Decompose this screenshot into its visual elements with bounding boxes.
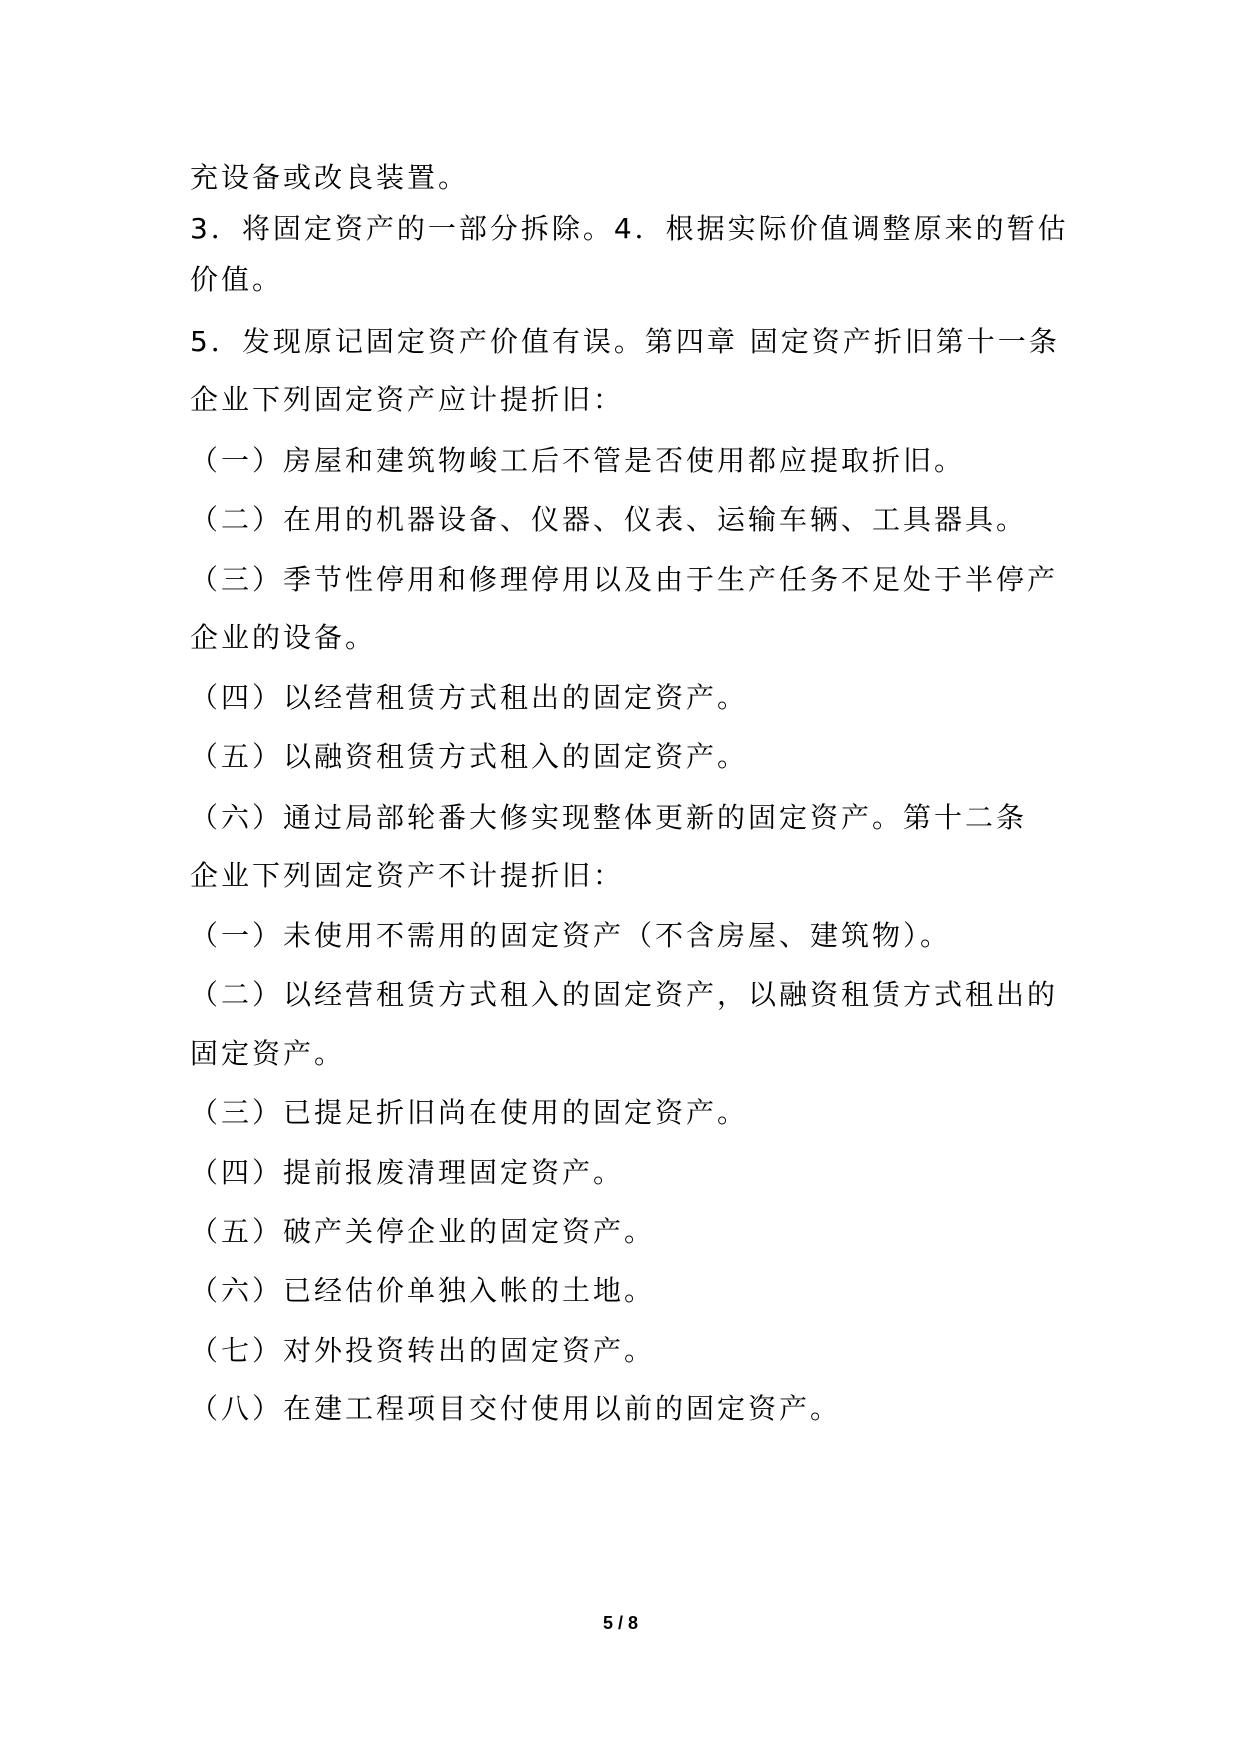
list-item: （五）以融资租赁方式租入的固定资产。 — [190, 740, 749, 773]
text-line: 5．发现原记固定资产价值有误。第四章 固定资产折旧第十一条 — [190, 325, 1060, 358]
list-item: （五）破产关停企业的固定资产。 — [190, 1215, 656, 1248]
list-item: （六）已经估价单独入帐的土地。 — [190, 1274, 656, 1307]
list-item: （二）以经营租赁方式租入的固定资产，以融资租赁方式租出的 — [190, 978, 1059, 1011]
text-line: 固定资产。 — [190, 1037, 346, 1070]
list-item: （四）以经营租赁方式租出的固定资产。 — [190, 681, 749, 714]
list-item: （二）在用的机器设备、仪器、仪表、运输车辆、工具器具。 — [190, 503, 1028, 536]
list-item: （三）季节性停用和修理停用以及由于生产任务不足处于半停产 — [190, 563, 1059, 596]
text-line: 3．将固定资产的一部分拆除。4．根据实际价值调整原来的暂估 — [190, 212, 1069, 245]
text-line: 企业下列固定资产应计提折旧： — [190, 383, 625, 416]
list-item: （八）在建工程项目交付使用以前的固定资产。 — [190, 1392, 842, 1425]
list-item: （四）提前报废清理固定资产。 — [190, 1156, 625, 1189]
text-line: 企业的设备。 — [190, 621, 377, 654]
list-item: （一）未使用不需用的固定资产（不含房屋、建筑物）。 — [190, 919, 952, 952]
list-item: （一）房屋和建筑物峻工后不管是否使用都应提取折旧。 — [190, 444, 966, 477]
text-line: 企业下列固定资产不计提折旧： — [190, 859, 625, 892]
text-line: 充设备或改良装置。 — [190, 161, 470, 194]
list-item: （六）通过局部轮番大修实现整体更新的固定资产。第十二条 — [190, 801, 1028, 834]
page-number: 5 / 8 — [602, 1613, 639, 1633]
text-line: 价值。 — [190, 263, 284, 296]
list-item: （七）对外投资转出的固定资产。 — [190, 1334, 656, 1367]
list-item: （三）已提足折旧尚在使用的固定资产。 — [190, 1096, 749, 1129]
